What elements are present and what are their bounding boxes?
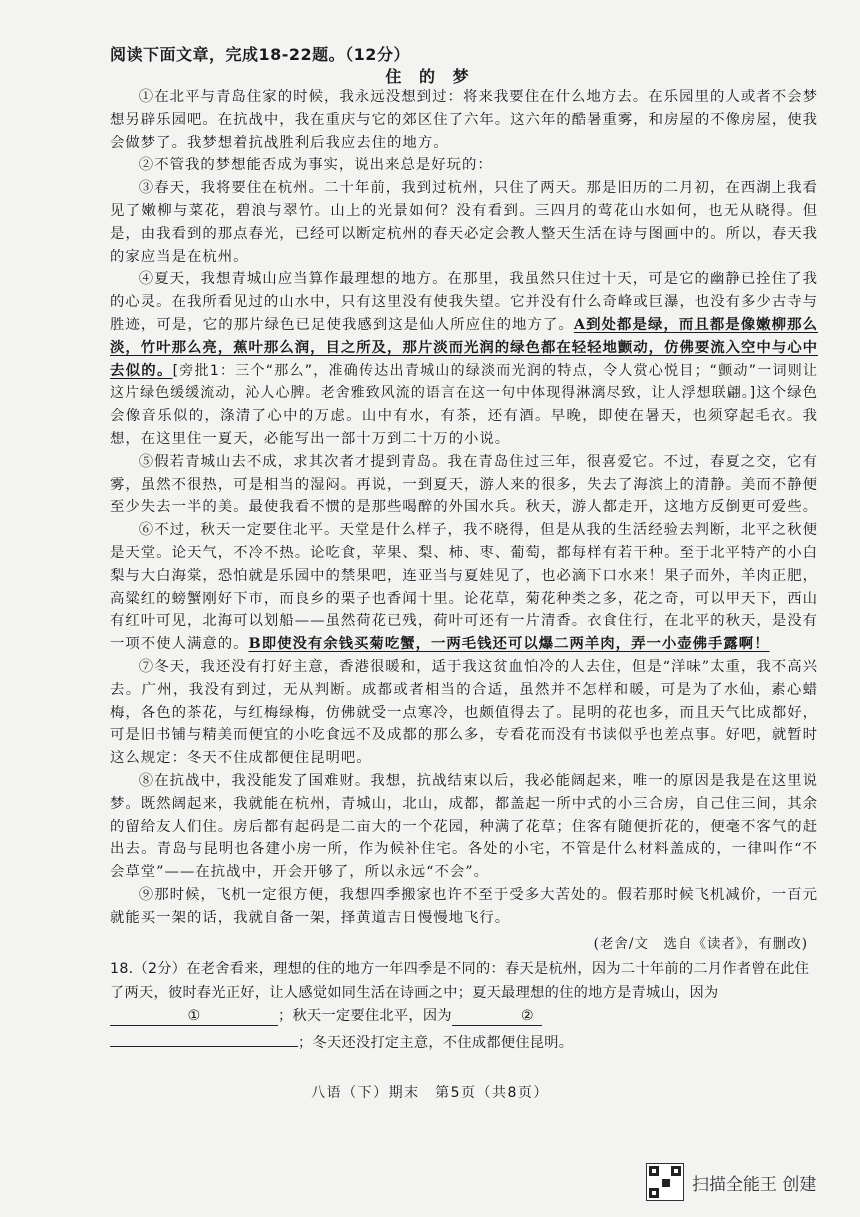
paragraph-6-text: ⑥不过，秋天一定要住北平。天堂是什么样子，我不晓得，但是从我的生活经验去判断，北平之秋便是天堂。论天气，不冷不热。论吃食，苹果、梨、柿、枣、葡萄，都每样有若干种。至于北平特产的小白梨与大白海棠，恐怕就是乐园中的禁果吧，连亚当与夏娃见了，也必滴下口水来！果子而外，羊肉正肥，高粱红的螃蟹刚好下市，而良乡的栗子也香闻十里。论花草，菊花种类之多，花之奇，可以甲天下，西山有红叶可见，北海可以划船——虽然荷花已残，荷叶可还有一片清香。衣食住行，在北平的秋天，是没有一项不使人满意的。 bbox=[110, 522, 818, 653]
paragraph-4-rest: 这个绿色会像音乐似的，涤清了心中的万虑。山中有水，有茶，还有酒。早晚，即使在暑天，也须穿起毛衣。我想，在这里住一夏天，必能写出一部十万到二十万的小说。 bbox=[110, 385, 818, 447]
margin-note-1: [旁批1：三个“那么”，准确传达出青城山的绿淡而光润的特点，令人赏心悦目；“颤动”一词则让这片绿色缓缓流动，沁人心脾。老舍雅致风流的语言在这一句中体现得淋漓尽致，让人浮想联翩。] bbox=[110, 362, 818, 402]
paragraph-6 bbox=[110, 519, 818, 656]
article-title: 住 的 梦 bbox=[385, 67, 475, 86]
answer-blank-2-continued[interactable] bbox=[110, 1029, 298, 1047]
underlined-sentence-a: A到处都是绿，而且都是像嫩柳那么淡，竹叶那么亮，蕉叶那么润，目之所及，那片淡而光润的绿色都在轻轻地颤动，仿佛要流入空中与心中去似的。 bbox=[110, 315, 818, 379]
answer-blank-2[interactable]: ② bbox=[452, 1008, 542, 1026]
answer-blank-1[interactable]: ① bbox=[110, 1008, 278, 1026]
paragraph-5: ⑤假若青城山去不成，求其次者才提到青岛。我在青岛住过三年，很喜爱它。不过，春夏之交，它有雾，虽然不很热，可是相当的湿闷。再说，一到夏天，游人来的很多，失去了海滨上的清静。美而不静便至少失去一半的美。最使我看不惯的是那些喝醉的外国水兵。秋天，游人都走开，这地方反倒更可爱些。 bbox=[110, 453, 818, 516]
scanner-watermark: 扫描全能王 创建 bbox=[692, 1175, 817, 1195]
question-18-text: 18.（2分）在老舍看来，理想的住的地方一年四季是不同的：春天是杭州，因为二十年前的二月作者曾在此住了两天，彼时春光正好，让人感觉如同生活在诗画之中；夏天最理想的住的地方是青城山，因为 bbox=[110, 961, 810, 1001]
question-18-mid: ；秋天一定要住北平，因为 bbox=[278, 1008, 452, 1024]
underlined-sentence-b: B即使没有余钱买菊吃蟹，一两毛钱还可以爆二两羊肉，弄一小壶佛手露啊！ bbox=[248, 635, 770, 653]
article-body bbox=[110, 86, 818, 956]
paragraph-2: ②不管我的梦想能否成为事实，说出来总是好玩的： bbox=[138, 157, 493, 174]
paragraph-3: ③春天，我将要住在杭州。二十年前，我到过杭州，只住了两天。那是旧历的二月初，在西湖上我看见了嫩柳与菜花，碧浪与翠竹。山上的光景如何？没有看到。三四月的莺花山水如何，也无从晓得。但是，由我看到的那点春光，已经可以断定杭州的春天必定会教人整天生活在诗与图画中的。所以，春天我的家应当是在杭州。 bbox=[110, 180, 818, 265]
paragraph-4 bbox=[110, 268, 818, 450]
question-18-end: ；冬天还没打定主意，不住成都便住昆明。 bbox=[298, 1034, 574, 1051]
paragraph-7: ⑦冬天，我还没有打好主意，香港很暖和，适于我这贫血怕冷的人去住，但是“洋味”太重，我不高兴去。广州，我没有到过，无从判断。成都或者相当的合适，虽然并不怎样和暖，可是为了水仙，素心蜡梅，各色的茶花，与红梅绿梅，仿佛就受一点寒冷，也颇值得去了。昆明的花也多，而且天气比成都好，可是旧书铺与精美而便宜的小吃食远不及成都的那么多，专看花而没有书读似乎也差点事。好吧，就暂时这么规定：冬天不住成都便住昆明吧。 bbox=[110, 658, 818, 767]
paragraph-1: ①在北平与青岛住家的时候，我永远没想到过：将来我要住在什么地方去。在乐园里的人或者不会梦想另辟乐园吧。在抗战中，我在重庆与它的郊区住了六年。这六年的酷暑重雾，和房屋的不像房屋，使我会做梦了。我梦想着抗战胜利后我应去住的地方。 bbox=[110, 89, 818, 151]
page-footer: 八语（下）期末 第5页（共8页） bbox=[311, 1085, 549, 1101]
paragraph-4-text: ④夏天，我想青城山应当算作最理想的地方。在那里，我虽然只住过十天，可是它的幽静已拴住了我的心灵。在我所看见过的山水中，只有这里没有使我失望。它并没有什么奇峰或巨瀑，也没有多少古寺与胜迹，可是，它的那片绿色已足使我感到这是仙人所应住的地方了。 bbox=[110, 271, 818, 333]
question-18 bbox=[110, 958, 818, 1055]
source-citation: (老舍/文 选自《读者》，有删改) bbox=[593, 936, 808, 953]
paragraph-9: ⑨那时候，飞机一定很方便，我想四季搬家也许不至于受多大苦处的。假若那时候飞机减价，一百元就能买一架的话，我就自备一架，择黄道吉日慢慢地飞行。 bbox=[110, 886, 818, 926]
paragraph-8: ⑧在抗战中，我没能发了国难财。我想，抗战结束以后，我必能阔起来，唯一的原因是我是在这里说梦。既然阔起来，我就能在杭州，青城山，北山，成都，都盖起一所中式的小三合房，自己住三间，其余的留给友人们住。房后都有起码是二亩大的一个花园，种满了花草；住客有随便折花的，便毫不客气的赶出去。青岛与昆明也各建小房一所，作为候补住宅。各处的小宅，不管是什么材料盖成的，一律叫作“不会草堂”——在抗战中，开会开够了，所以永远“不会”。 bbox=[110, 772, 818, 881]
section-instruction: 阅读下面文章，完成18-22题。（12分） bbox=[110, 45, 410, 64]
qr-code-icon bbox=[646, 1163, 684, 1201]
